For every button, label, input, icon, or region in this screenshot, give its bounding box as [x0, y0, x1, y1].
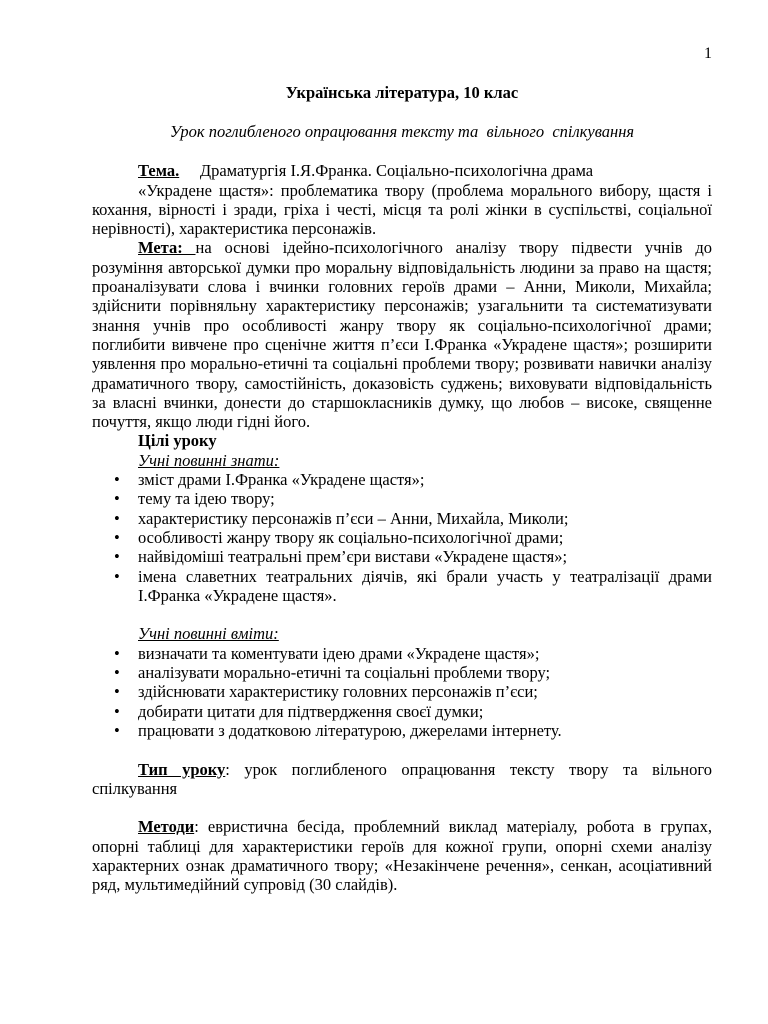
topic-continuation: «Украдене щастя»: проблематика твору (проблема морального вибору, щастя і кохання, вірності і зради, гріха і честі, місця та ролі жінки в суспільстві, соціальної нерівності), характеристика персонажів.	[92, 180, 712, 239]
bullet-icon: •	[114, 547, 120, 567]
list-item	[92, 721, 712, 740]
list-item-text: тему та ідею твору;	[138, 489, 275, 509]
bullet-icon: •	[114, 663, 120, 683]
bullet-icon: •	[114, 489, 120, 509]
list-item-text: особливості жанру твору як соціально-психологічної драми;	[138, 527, 564, 547]
topic-first-line	[92, 161, 712, 180]
spacer	[92, 740, 712, 759]
methods-section	[92, 817, 712, 894]
list-item-text: працювати з додатковою літературою, джерелами інтернету.	[138, 720, 562, 740]
list-item	[92, 644, 712, 663]
objectives-heading: Цілі уроку	[138, 431, 217, 451]
bullet-icon: •	[114, 682, 120, 702]
bullet-icon: •	[114, 470, 120, 490]
bullet-icon: •	[114, 508, 120, 528]
list-item-text: визначати та коментувати ідею драми «Украдене щастя»;	[138, 643, 540, 663]
know-heading: Учні повинні знати:	[138, 450, 280, 470]
topic-section	[92, 161, 712, 238]
can-list	[92, 644, 712, 740]
lesson-type-section	[92, 760, 712, 799]
list-item	[92, 489, 712, 508]
list-item-text: добирати цитати для підтвердження своєї думки;	[138, 701, 484, 721]
topic-line1-text: Драматургія І.Я.Франка. Соціально-психологічна драма	[199, 161, 594, 181]
bullet-icon: •	[114, 720, 120, 740]
list-item-text: імена славетних театральних діячів, які брали участь у театралізації драми І.Франка «Украдене щастя».	[138, 566, 712, 605]
list-item	[92, 682, 712, 701]
page-number: 1	[704, 45, 712, 62]
list-item	[92, 663, 712, 682]
list-item	[92, 567, 712, 606]
methods-text: : евристична бесіда, проблемний виклад матеріалу, робота в групах, опорні таблиці для характеристики героїв для кожної групи, опорні схеми аналізу характерних ознак драматичного твору; «Незакінчене речення», сенкан, асоціативний ряд, мультимедійний супровід (30 слайдів).	[92, 817, 712, 895]
list-item	[92, 702, 712, 721]
bullet-icon: •	[114, 566, 120, 586]
list-item-text: здійснювати характеристику головних персонажів п’єси;	[138, 682, 538, 702]
topic-label: Тема.	[138, 161, 180, 181]
goal-label: Мета:	[138, 238, 196, 258]
know-list	[92, 470, 712, 605]
spacer	[92, 798, 712, 817]
methods-label: Методи	[138, 817, 195, 837]
list-item-text: аналізувати морально-етичні та соціальні проблеми твору;	[138, 663, 551, 683]
list-item	[92, 509, 712, 528]
list-item-text: зміст драми І.Франка «Украдене щастя»;	[138, 470, 425, 490]
document-title: Українська література, 10 клас	[285, 83, 519, 102]
spacer	[92, 605, 712, 624]
lesson-type-label: Тип уроку	[138, 759, 226, 779]
can-heading: Учні повинні вміти:	[138, 624, 279, 644]
bullet-icon: •	[114, 643, 120, 663]
goal-section	[92, 238, 712, 431]
list-item	[92, 470, 712, 489]
document-subtitle: Урок поглибленого опрацювання тексту та вільного спілкування	[169, 122, 635, 141]
list-item	[92, 547, 712, 566]
goal-text: на основі ідейно-психологічного аналізу твору підвести учнів до розуміння авторської думки про моральну відповідальність людини за право на щастя; проаналізувати слова і вчинки головних героїв драми – Анни, Миколи, Михайла; здійснити порівняльну характеристику персонажів; узагальнити та систематизувати знання учнів про особливості жанру твору як соціально-психологічної драми; поглибити вивчене про сценічне життя п’єси І.Франка «Украдене щастя»; розширити уявлення про морально-етичні та соціальні проблеми твору; розвивати навички аналізу драматичного твору, самостійність, доказовість суджень; виховувати відповідальність за власні вчинки, донести до старшокласників думку, що любов – високе, священне почуття, якщо люди гідні його.	[92, 238, 712, 432]
document-body	[92, 83, 712, 895]
list-item-text: характеристику персонажів п’єси – Анни, Михайла, Миколи;	[138, 508, 569, 528]
list-item	[92, 528, 712, 547]
list-item-text: найвідоміші театральні прем’єри вистави «Украдене щастя»;	[138, 547, 568, 567]
bullet-icon: •	[114, 701, 120, 721]
bullet-icon: •	[114, 527, 120, 547]
lesson-type-text: : урок поглибленого опрацювання тексту твору та вільного спілкування	[92, 759, 712, 798]
